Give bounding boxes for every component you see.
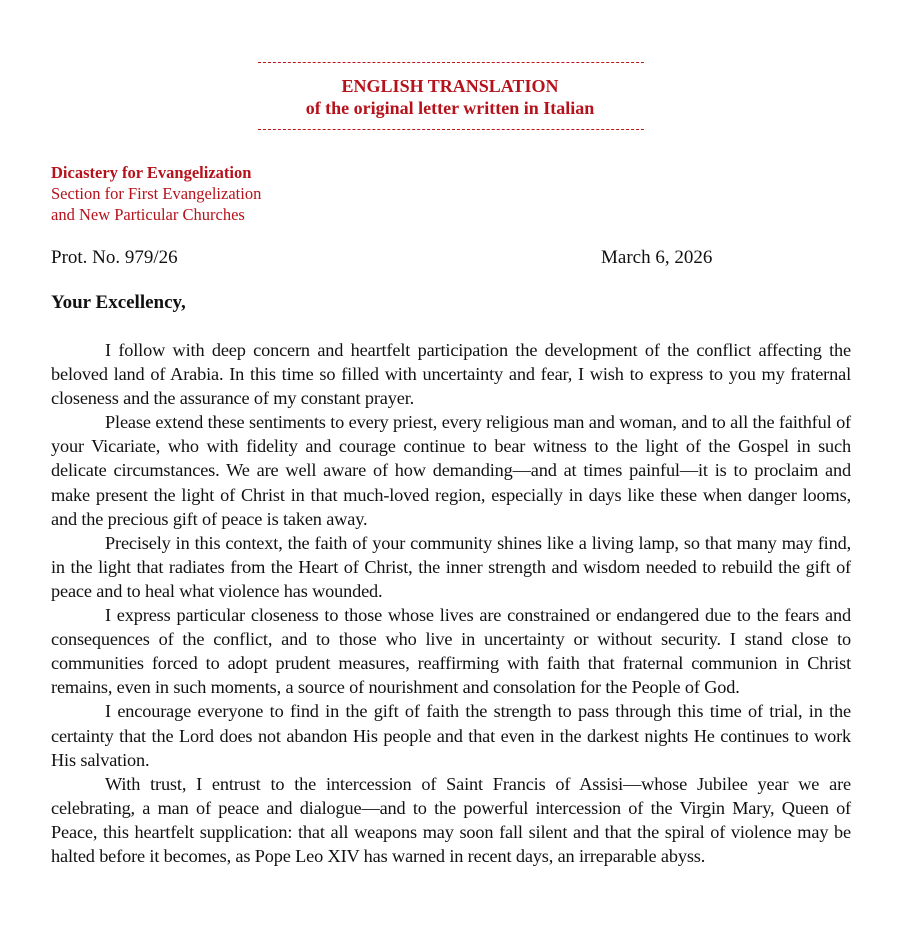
paragraph: I follow with deep concern and heartfelt participation the development of the conflict affecting the beloved land of Arabia. In this time so filled with uncertainty and fear, I wish to express to you my fraternal closeness and the assurance of my constant prayer. bbox=[51, 340, 851, 409]
sender-section-line2: and New Particular Churches bbox=[51, 205, 245, 224]
salutation: Your Excellency, bbox=[51, 292, 186, 313]
paragraph: I express particular closeness to those whose lives are constrained or endangered due to the fears and consequences of the conflict, and to those who live in uncertainty or without security. I stand close to communities forced to adopt prudent measures, reaffirming with faith that fraternal communion in Christ remains, even in such moments, a source of nourishment and consolation for the People of God. bbox=[51, 605, 851, 698]
paragraph: Precisely in this context, the faith of your community shines like a living lamp, so that many may find, in the light that radiates from the Heart of Christ, the inner strength and wisdom needed to rebuild the gift of peace and to heal what violence has wounded. bbox=[51, 532, 851, 601]
letter-date: March 6, 2026 bbox=[601, 247, 713, 268]
translation-subtitle: of the original letter written in Italian bbox=[305, 98, 595, 118]
translation-title: ENGLISH TRANSLATION bbox=[341, 76, 559, 96]
paragraph: With trust, I entrust to the intercession of Saint Francis of Assisi—whose Jubilee year we are celebrating, a man of peace and dialogue—and to the powerful intercession of the Virgin Mary, Queen of Peace, this heartfelt supplication: that all weapons may soon fall silent and that the spiral of violence may be halted before it becomes, as Pope Leo XIV has warned in recent days, an irreparable abyss. bbox=[51, 773, 851, 866]
protocol-number: Prot. No. 979/26 bbox=[51, 247, 178, 268]
bottom-dashed-divider bbox=[258, 129, 644, 132]
paragraph: I encourage everyone to find in the gift of faith the strength to pass through this time of trial, in the certainty that the Lord does not abandon His people and that even in the darkest nights He continues to work His salvation. bbox=[51, 701, 851, 770]
letter-body bbox=[51, 338, 851, 868]
sender-section-line1: Section for First Evangelization bbox=[51, 184, 262, 203]
sender-name: Dicastery for Evangelization bbox=[51, 163, 252, 182]
sender-block bbox=[51, 162, 261, 225]
paragraph: Please extend these sentiments to every priest, every religious man and woman, and to all the faithful of your Vicariate, who with fidelity and courage continue to bear witness to the light of the Gospel in such delicate circumstances. We are well aware of how demanding—and at times painful—it is to proclaim and make present the light of Christ in that much-loved region, especially in days like these when danger looms, and the precious gift of peace is taken away. bbox=[51, 412, 851, 529]
top-dashed-divider bbox=[258, 62, 644, 65]
